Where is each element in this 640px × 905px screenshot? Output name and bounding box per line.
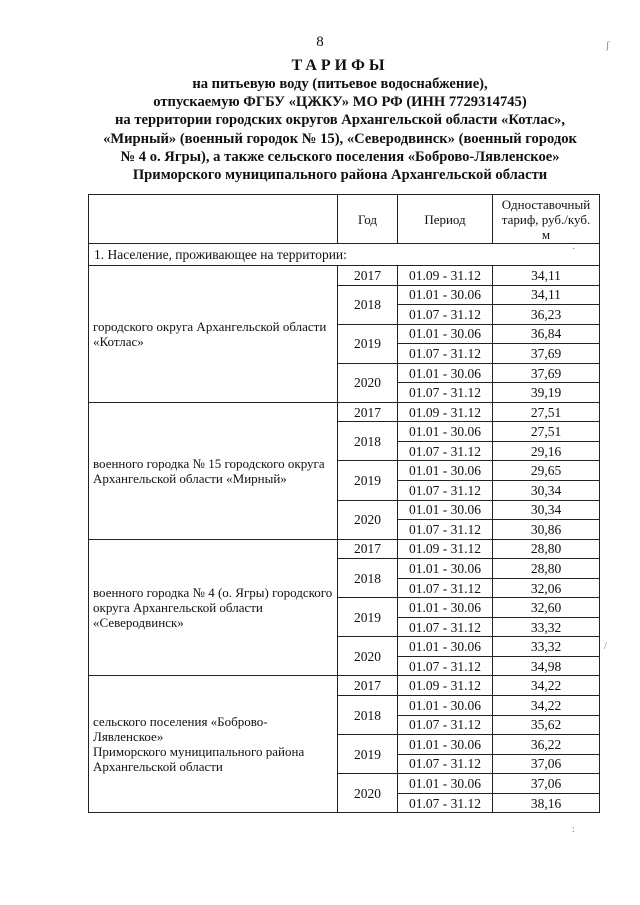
tariff-value-cell: 34,22 xyxy=(493,696,600,716)
tariff-value-cell: 35,62 xyxy=(493,715,600,735)
period-cell: 01.07 - 31.12 xyxy=(398,793,493,813)
year-cell: 2017 xyxy=(338,539,398,559)
period-cell: 01.01 - 30.06 xyxy=(398,461,493,481)
period-cell: 01.09 - 31.12 xyxy=(398,539,493,559)
year-cell: 2018 xyxy=(338,285,398,324)
title-line: «Мирный» (военный городок № 15), «Северодвинск» (военный городок xyxy=(103,130,577,147)
tariff-value-cell: 37,06 xyxy=(493,754,600,774)
period-cell: 01.09 - 31.12 xyxy=(398,266,493,286)
tariff-value-cell: 33,32 xyxy=(493,637,600,657)
period-cell: 01.07 - 31.12 xyxy=(398,441,493,461)
tariff-value-cell: 37,69 xyxy=(493,344,600,364)
year-cell: 2020 xyxy=(338,637,398,676)
period-cell: 01.07 - 31.12 xyxy=(398,344,493,364)
tariff-value-cell: 33,32 xyxy=(493,617,600,637)
tariff-value-cell: 39,19 xyxy=(493,383,600,403)
header-tariff xyxy=(493,195,600,244)
tariff-value-cell: 38,16 xyxy=(493,793,600,813)
tariff-value-cell: 36,84 xyxy=(493,324,600,344)
period-cell: 01.07 - 31.12 xyxy=(398,520,493,540)
area-line: Архангельской области xyxy=(93,759,223,775)
period-cell: 01.01 - 30.06 xyxy=(398,774,493,794)
tariff-value-cell: 32,06 xyxy=(493,578,600,598)
year-cell: 2017 xyxy=(338,402,398,422)
area-cell xyxy=(89,402,338,539)
period-cell: 01.01 - 30.06 xyxy=(398,637,493,657)
year-cell: 2020 xyxy=(338,363,398,402)
area-line: городского округа Архангельской области xyxy=(93,318,327,334)
title-line: Приморского муниципального района Архангельской области xyxy=(132,167,548,184)
area-cell xyxy=(89,539,338,676)
period-cell: 01.01 - 30.06 xyxy=(398,422,493,442)
period-cell: 01.01 - 30.06 xyxy=(398,324,493,344)
year-cell: 2018 xyxy=(338,422,398,461)
period-cell: 01.01 - 30.06 xyxy=(398,363,493,383)
year-cell: 2020 xyxy=(338,500,398,539)
area-line: военного городка № 4 (о. Ягры) городского xyxy=(93,585,333,601)
header-year: Год xyxy=(338,195,398,244)
period-cell: 01.01 - 30.06 xyxy=(398,598,493,618)
title-line: на питьевую воду (питьевое водоснабжение), xyxy=(192,76,488,92)
year-cell: 2018 xyxy=(338,559,398,598)
tariff-value-cell: 29,65 xyxy=(493,461,600,481)
header-tariff-line: Одноставочный xyxy=(501,196,591,212)
tariff-value-cell: 36,22 xyxy=(493,735,600,755)
tariff-value-cell: 32,60 xyxy=(493,598,600,618)
period-cell: 01.01 - 30.06 xyxy=(398,285,493,305)
period-cell: 01.09 - 31.12 xyxy=(398,676,493,696)
period-cell: 01.01 - 30.06 xyxy=(398,559,493,579)
area-line: Приморского муниципального района xyxy=(93,744,305,760)
section-row xyxy=(89,244,600,266)
title-line: отпускаемую ФГБУ «ЦЖКУ» МО РФ (ИНН 7729314745) xyxy=(153,94,527,111)
tariff-value-cell: 34,98 xyxy=(493,656,600,676)
year-cell: 2019 xyxy=(338,324,398,363)
table-row xyxy=(89,266,600,286)
margin-mark: / xyxy=(604,641,607,652)
tariff-value-cell: 34,11 xyxy=(493,285,600,305)
header-period: Период xyxy=(398,195,493,244)
tariff-value-cell: 27,51 xyxy=(493,402,600,422)
tariff-value-cell: 28,80 xyxy=(493,559,600,579)
margin-mark: · xyxy=(572,244,576,255)
header-area xyxy=(89,195,338,244)
table-row xyxy=(89,676,600,696)
period-cell: 01.07 - 31.12 xyxy=(398,578,493,598)
tariff-value-cell: 34,22 xyxy=(493,676,600,696)
table-row xyxy=(89,539,600,559)
area-cell xyxy=(89,676,338,813)
area-line: Архангельской области «Мирный» xyxy=(93,470,287,486)
tariff-value-cell: 28,80 xyxy=(493,539,600,559)
year-cell: 2019 xyxy=(338,598,398,637)
area-cell xyxy=(89,266,338,403)
table-row xyxy=(89,402,600,422)
period-cell: 01.01 - 30.06 xyxy=(398,735,493,755)
period-cell: 01.07 - 31.12 xyxy=(398,305,493,325)
tariff-value-cell: 27,51 xyxy=(493,422,600,442)
tariff-value-cell: 29,16 xyxy=(493,441,600,461)
table-header-row xyxy=(89,195,600,244)
tariff-value-cell: 30,86 xyxy=(493,520,600,540)
period-cell: 01.09 - 31.12 xyxy=(398,402,493,422)
area-line: «Северодвинск» xyxy=(93,615,184,631)
year-cell: 2017 xyxy=(338,266,398,286)
year-cell: 2019 xyxy=(338,461,398,500)
tariff-value-cell: 30,34 xyxy=(493,500,600,520)
period-cell: 01.07 - 31.12 xyxy=(398,481,493,501)
tariff-value-cell: 34,11 xyxy=(493,266,600,286)
year-cell: 2017 xyxy=(338,676,398,696)
area-line: военного городка № 15 городского округа xyxy=(93,455,325,471)
period-cell: 01.07 - 31.12 xyxy=(398,656,493,676)
tariff-value-cell: 37,06 xyxy=(493,774,600,794)
year-cell: 2019 xyxy=(338,735,398,774)
year-cell: 2020 xyxy=(338,774,398,813)
title-line: № 4 о. Ягры), а также сельского поселения «Боброво-Лявленское» xyxy=(120,148,560,165)
header-tariff-line: тариф, руб./куб. м xyxy=(501,211,591,242)
period-cell: 01.01 - 30.06 xyxy=(398,500,493,520)
document-title xyxy=(80,57,600,184)
margin-mark: ʃ xyxy=(606,40,610,51)
period-cell: 01.07 - 31.12 xyxy=(398,617,493,637)
margin-mark: : xyxy=(572,824,575,835)
page-number: 8 xyxy=(316,34,324,50)
period-cell: 01.07 - 31.12 xyxy=(398,754,493,774)
section-label: 1. Население, проживающее на территории: xyxy=(89,244,600,266)
area-line: «Котлас» xyxy=(93,333,144,349)
title-line: на территории городских округов Архангельской области «Котлас», xyxy=(114,112,566,129)
tariff-value-cell: 30,34 xyxy=(493,481,600,501)
tariff-value-cell: 37,69 xyxy=(493,363,600,383)
year-cell: 2018 xyxy=(338,696,398,735)
title-main: ТАРИФЫ xyxy=(291,57,389,74)
tariff-table xyxy=(88,194,600,813)
area-line: сельского поселения «Боброво-Лявленское» xyxy=(93,714,268,745)
period-cell: 01.07 - 31.12 xyxy=(398,715,493,735)
period-cell: 01.01 - 30.06 xyxy=(398,696,493,716)
area-line: округа Архангельской области xyxy=(93,600,263,616)
tariff-value-cell: 36,23 xyxy=(493,305,600,325)
period-cell: 01.07 - 31.12 xyxy=(398,383,493,403)
